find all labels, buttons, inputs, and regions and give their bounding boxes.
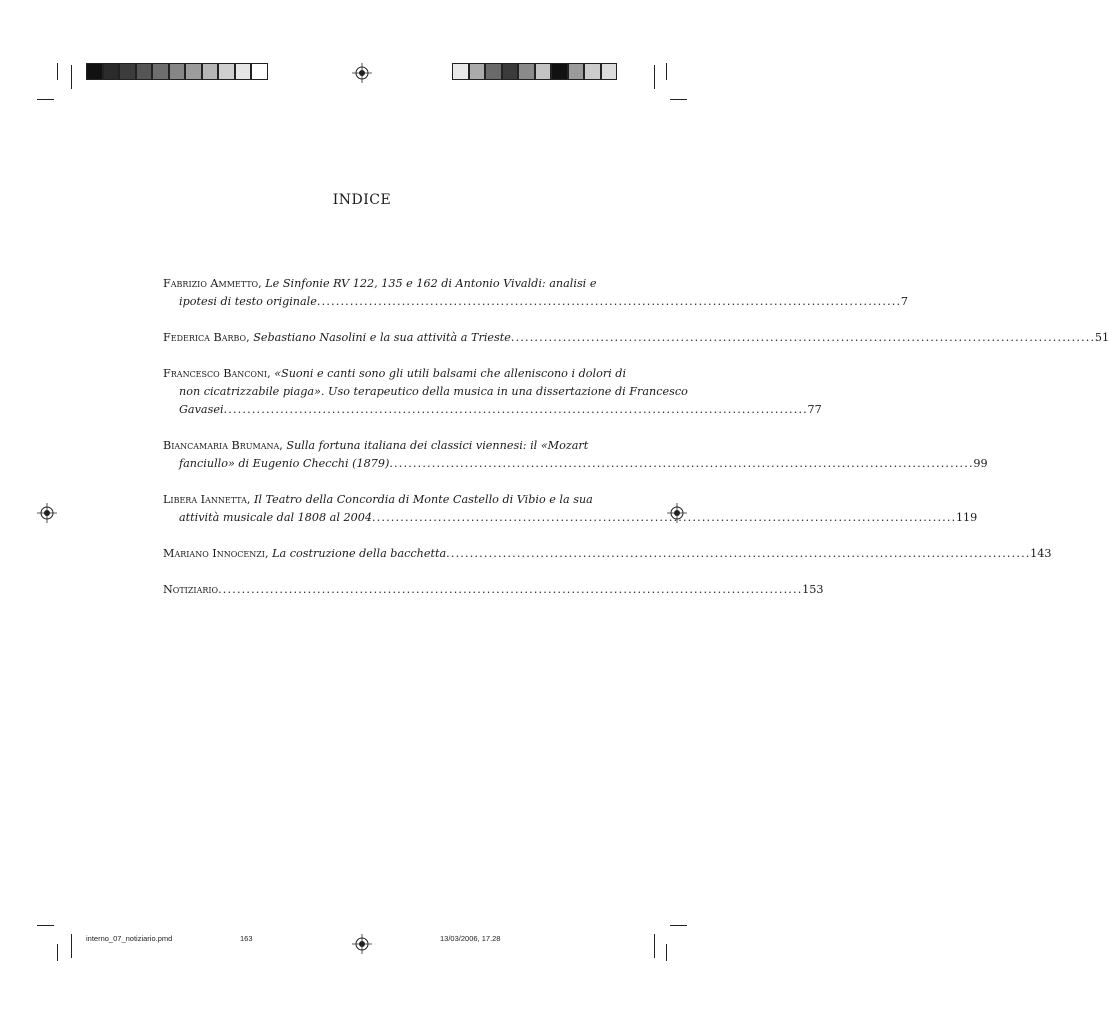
color-swatch (584, 63, 601, 80)
entry-title: «Suoni e canti sono gli utili balsami che alleniscono i dolori di (274, 367, 627, 380)
crop-mark (37, 925, 54, 926)
color-bar-right (452, 63, 617, 80)
entry-title-cont: ipotesi di testo originale (179, 295, 317, 308)
crop-mark (57, 944, 58, 961)
entry-author: Francesco Banconi (163, 367, 268, 380)
entry-title-cont: non cicatrizzabile piaga». Uso terapeutico della musica in una dissertazione di Francesco (179, 385, 688, 398)
entry-title: Sebastiano Nasolini e la sua attività a Trieste (253, 331, 511, 344)
entry-title-cont: attività musicale dal 1808 al 2004 (179, 511, 372, 524)
crop-mark (670, 99, 687, 100)
color-swatch (568, 63, 585, 80)
entry-author: Fabrizio Ammetto (163, 277, 259, 290)
entry-title: La costruzione della bacchetta (272, 547, 447, 560)
color-swatch (218, 63, 235, 80)
toc-entry: Libera Iannetta, Il Teatro della Concordia di Monte Castello di Vibio e la sua attività musicale dal 1808 al 2004 . . . 119 (163, 491, 560, 527)
entry-title: Sulla fortuna italiana dei classici viennesi: il «Mozart (286, 439, 589, 452)
color-swatch (251, 63, 268, 80)
page-title: INDICE (332, 192, 392, 208)
entry-page: 77 (807, 403, 822, 416)
crop-mark (57, 63, 58, 80)
footer-filename: interno_07_notiziario.pmd (86, 934, 173, 943)
entry-author: Mariano Innocenzi (163, 547, 265, 560)
crop-mark (670, 925, 687, 926)
toc-entry: Fabrizio Ammetto, Le Sinfonie RV 122, 135 e 162 di Antonio Vivaldi: analisi e ipotesi di testo originale . . . 7 (163, 275, 560, 311)
crop-mark (666, 944, 667, 961)
color-swatch (103, 63, 120, 80)
registration-mark-icon (352, 63, 372, 83)
crop-mark (654, 65, 655, 89)
entry-title: Le Sinfonie RV 122, 135 e 162 di Antonio Vivaldi: analisi e (265, 277, 597, 290)
crop-mark (71, 934, 72, 958)
crop-mark (654, 934, 655, 958)
crop-mark (71, 65, 72, 89)
entry-page: 119 (955, 511, 978, 524)
toc-entry: Mariano Innocenzi, La costruzione della bacchetta . . . 143 (163, 545, 560, 563)
entry-page: 143 (1030, 547, 1052, 560)
entry-page: 99 (973, 457, 988, 470)
entry-title: Il Teatro della Concordia di Monte Castello di Vibio e la sua (254, 493, 593, 506)
registration-mark-icon (352, 934, 372, 954)
color-swatch (469, 63, 486, 80)
table-of-contents (163, 275, 1109, 617)
color-swatch (535, 63, 552, 80)
color-swatch (152, 63, 169, 80)
color-swatch (551, 63, 568, 80)
color-swatch (169, 63, 186, 80)
toc-entry: Francesco Banconi, «Suoni e canti sono gli utili balsami che alleniscono i dolori di non cicatrizzabile piaga». Uso terapeutico della musica in una dissertazione di Francesco Gavasei . . . 77 (163, 365, 560, 419)
color-swatch (119, 63, 136, 80)
entry-author: Biancamaria Brumana (163, 439, 280, 452)
color-swatch (235, 63, 252, 80)
registration-mark-icon (37, 503, 57, 523)
entry-title-cont: Gavasei (179, 403, 224, 416)
color-swatch (518, 63, 535, 80)
toc-entry: Federica Barbo, Sebastiano Nasolini e la sua attività a Trieste . . . 51 (163, 329, 560, 347)
entry-author: Notiziario (163, 583, 219, 596)
color-swatch (485, 63, 502, 80)
color-swatch (601, 63, 618, 80)
color-bar-left (86, 63, 268, 80)
footer-datetime: 13/03/2006, 17.28 (440, 934, 501, 943)
color-swatch (502, 63, 519, 80)
color-swatch (452, 63, 469, 80)
crop-mark (666, 63, 667, 80)
toc-entry (163, 581, 824, 599)
entry-page: 7 (900, 295, 908, 308)
entry-title-cont: fanciullo» di Eugenio Checchi (1879) (179, 457, 390, 470)
entry-author: Federica Barbo (163, 331, 247, 344)
color-swatch (202, 63, 219, 80)
entry-page: 51 (1094, 331, 1109, 344)
entry-page: 153 (802, 583, 824, 596)
toc-entry: Biancamaria Brumana, Sulla fortuna italiana dei classici viennesi: il «Mozart fanciullo» di Eugenio Checchi (1879) . . . 99 (163, 437, 560, 473)
color-swatch (185, 63, 202, 80)
crop-mark (37, 99, 54, 100)
color-swatch (86, 63, 103, 80)
color-swatch (136, 63, 153, 80)
footer-page-number: 163 (240, 934, 253, 943)
entry-author: Libera Iannetta (163, 493, 247, 506)
